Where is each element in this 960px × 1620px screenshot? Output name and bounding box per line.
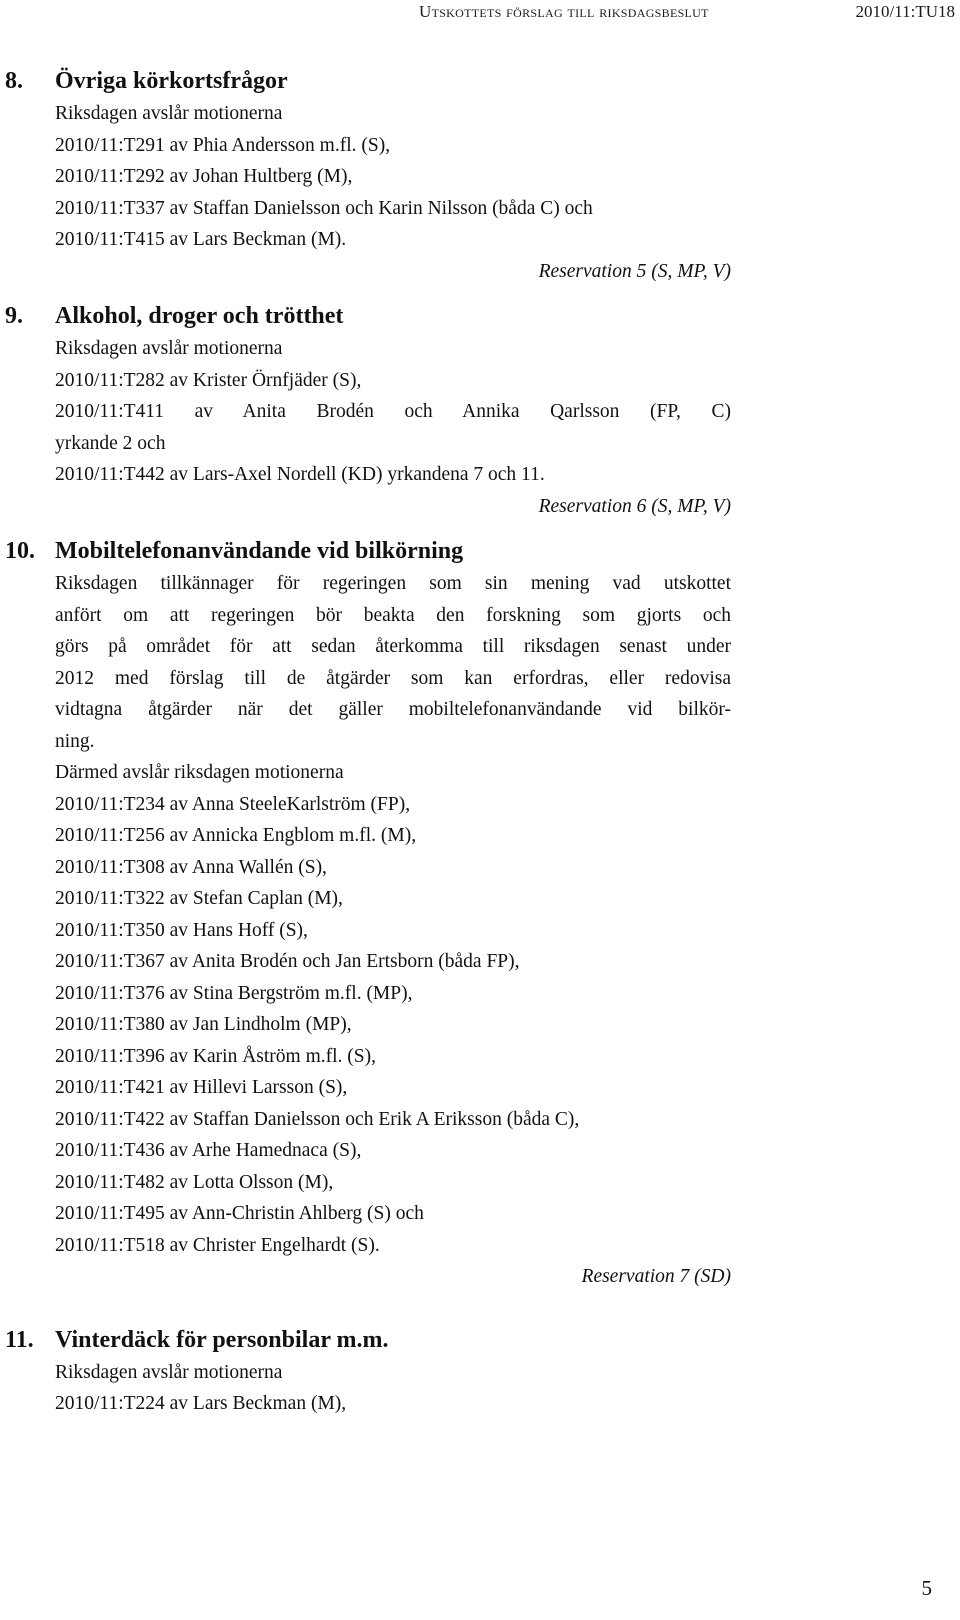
section-10 — [0, 534, 960, 1293]
motion-line: 2010/11:T350 av Hans Hoff (S), — [55, 919, 308, 941]
decision-line: Riksdagen avslår motionerna — [55, 1361, 283, 1383]
section-heading — [0, 534, 960, 568]
motion-line: 2010/11:T292 av Johan Hultberg (M), — [55, 166, 353, 187]
section-11 — [0, 1323, 960, 1420]
section-9 — [0, 299, 960, 522]
motion-line: 2010/11:T396 av Karin Åström m.fl. (S), — [55, 1045, 376, 1067]
motion-line: 2010/11:T308 av Anna Wallén (S), — [55, 856, 327, 878]
section-8 — [0, 64, 960, 287]
decision-paragraph-line: 2012 med förslag till de åtgärder som kan erfordras, eller redovisa — [55, 667, 731, 689]
page-header — [0, 0, 960, 30]
decision-paragraph-line: vidtagna åtgärder när det gäller mobiltelefonanvändande vid bilkör- — [55, 699, 731, 720]
decision-line: Riksdagen avslår motionerna — [55, 103, 283, 124]
motion-line: 2010/11:T495 av Ann-Christin Ahlberg (S) och — [55, 1203, 424, 1224]
decision-line: Därmed avslår riksdagen motionerna — [55, 762, 344, 783]
motion-line: 2010/11:T224 av Lars Beckman (M), — [55, 1393, 347, 1414]
decision-paragraph-line: ning. — [55, 730, 95, 752]
motion-line: 2010/11:T256 av Annicka Engblom m.fl. (M), — [55, 825, 417, 846]
motion-line: 2010/11:T482 av Lotta Olsson (M), — [55, 1171, 334, 1193]
document-body — [0, 64, 960, 1420]
page-number: 5 — [921, 1576, 932, 1600]
motion-line: 2010/11:T518 av Christer Engelhardt (S). — [55, 1234, 380, 1256]
motion-line: 2010/11:T380 av Jan Lindholm (MP), — [55, 1014, 352, 1035]
section-title: Övriga körkortsfrågor — [55, 68, 288, 94]
section-title: Mobiltelefonanvändande vid bilkörning — [55, 538, 464, 564]
motion-line: yrkande 2 och — [55, 432, 166, 454]
reservation-note: Reservation 6 (S, MP, V) — [538, 495, 731, 517]
motion-line: 2010/11:T436 av Arhe Hamednaca (S), — [55, 1140, 362, 1161]
motion-line: 2010/11:T411 av Anita Brodén och Annika Qarlsson (FP, C) — [55, 401, 731, 422]
decision-paragraph-line: görs på området för att sedan återkomma till riksdagen senast under — [55, 636, 731, 657]
motion-line: 2010/11:T367 av Anita Brodén och Jan Ertsborn (båda FP), — [55, 951, 520, 972]
section-heading — [0, 299, 960, 333]
reservation-note: Reservation 7 (SD) — [581, 1266, 731, 1287]
motion-line: 2010/11:T442 av Lars-Axel Nordell (KD) yrkandena 7 och 11. — [55, 464, 545, 485]
motion-line: 2010/11:T291 av Phia Andersson m.fl. (S), — [55, 134, 391, 156]
header-section-title: Utskottets förslag till riksdagsbeslut — [419, 2, 709, 21]
decision-line: Riksdagen avslår motionerna — [55, 338, 283, 359]
motion-line: 2010/11:T337 av Staffan Danielsson och Karin Nilsson (båda C) och — [55, 197, 593, 219]
section-number: 8. — [5, 68, 23, 94]
motion-line: 2010/11:T322 av Stefan Caplan (M), — [55, 888, 343, 909]
header-document-id: 2010/11:TU18 — [855, 2, 955, 21]
section-title: Vinterdäck för personbilar m.m. — [55, 1326, 389, 1353]
decision-paragraph-line: Riksdagen tillkännager för regeringen som sin mening vad utskottet — [55, 573, 731, 594]
section-number: 9. — [5, 303, 23, 329]
section-title: Alkohol, droger och trötthet — [55, 303, 344, 329]
motion-line: 2010/11:T376 av Stina Bergström m.fl. (MP), — [55, 982, 413, 1004]
section-heading — [0, 64, 960, 98]
section-number: 11. — [5, 1326, 34, 1353]
section-heading — [0, 1323, 960, 1357]
motion-line: 2010/11:T421 av Hillevi Larsson (S), — [55, 1077, 348, 1098]
motion-line: 2010/11:T282 av Krister Örnfjäder (S), — [55, 369, 362, 391]
decision-paragraph-line: anfört om att regeringen bör beakta den forskning som gjorts och — [55, 604, 731, 626]
motion-line: 2010/11:T422 av Staffan Danielsson och Erik A Eriksson (båda C), — [55, 1108, 580, 1130]
reservation-note: Reservation 5 (S, MP, V) — [538, 260, 731, 282]
motion-line: 2010/11:T415 av Lars Beckman (M). — [55, 229, 347, 250]
motion-line: 2010/11:T234 av Anna SteeleKarlström (FP), — [55, 793, 411, 815]
section-number: 10. — [5, 538, 35, 564]
